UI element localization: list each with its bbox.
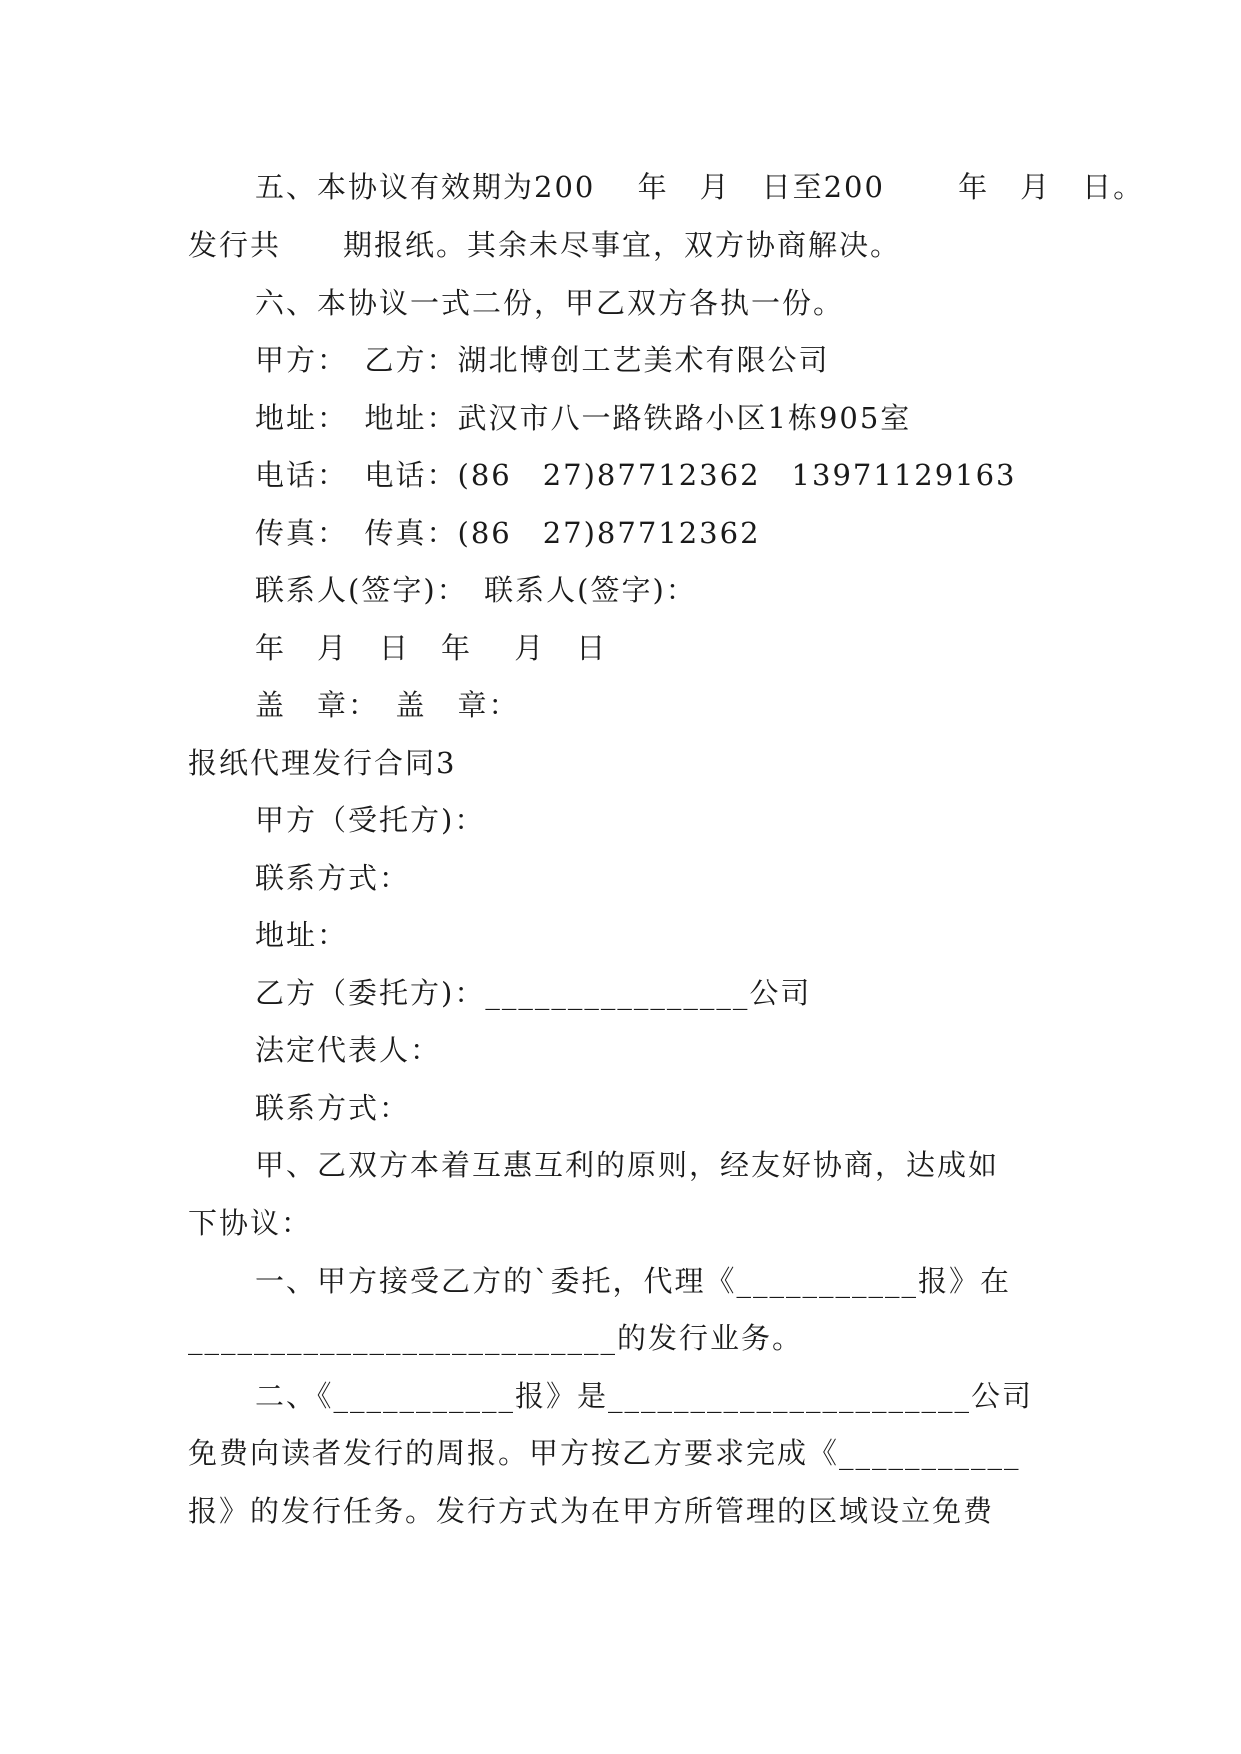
party-phones: 电话： 电话：(86 27)87712362 13971129163 — [255, 458, 1017, 492]
party-addresses: 地址： 地址：武汉市八一路铁路小区1栋905室 — [255, 401, 912, 435]
party-a-label: 甲方（受托方)： — [255, 803, 486, 837]
party-b-contact: 联系方式： — [255, 1091, 411, 1125]
clause-1-line-2: __________________________的发行业务。 — [188, 1321, 804, 1355]
party-contacts-signature: 联系人(签字)： 联系人(签字)： — [255, 573, 697, 607]
clause-5-line-1: 五、本协议有效期为200 年 月 日至200 年 月 日。 — [255, 170, 1145, 204]
clause-1-line-1: 一、甲方接受乙方的`委托，代理《___________报》在 — [255, 1264, 1012, 1298]
signature-dates: 年 月 日 年 月 日 — [255, 631, 608, 665]
clause-2-line-2: 免费向读者发行的周报。甲方按乙方要求完成《___________ — [188, 1436, 1021, 1470]
clause-2-line-1: 二、《___________报》是______________________公司 — [255, 1379, 1034, 1413]
party-a-address: 地址： — [255, 918, 349, 952]
seal-line: 盖 章： 盖 章： — [255, 688, 520, 722]
clause-6: 六、本协议一式二份，甲乙双方各执一份。 — [255, 286, 845, 320]
party-names: 甲方： 乙方：湖北博创工艺美术有限公司 — [255, 343, 830, 377]
legal-representative: 法定代表人： — [255, 1033, 442, 1067]
preamble-line-2: 下协议： — [188, 1206, 313, 1240]
party-faxes: 传真： 传真：(86 27)87712362 — [255, 516, 761, 550]
party-a-contact: 联系方式： — [255, 861, 411, 895]
party-b-label: 乙方（委托方)：________________公司 — [255, 976, 812, 1010]
preamble-line-1: 甲、乙双方本着互惠互利的原则，经友好协商，达成如 — [255, 1148, 1000, 1182]
clause-2-line-3: 报》的发行任务。发行方式为在甲方所管理的区域设立免费 — [188, 1494, 995, 1528]
contract-title: 报纸代理发行合同3 — [188, 746, 457, 780]
clause-5-line-2: 发行共 期报纸。其余未尽事宜，双方协商解决。 — [188, 228, 902, 262]
